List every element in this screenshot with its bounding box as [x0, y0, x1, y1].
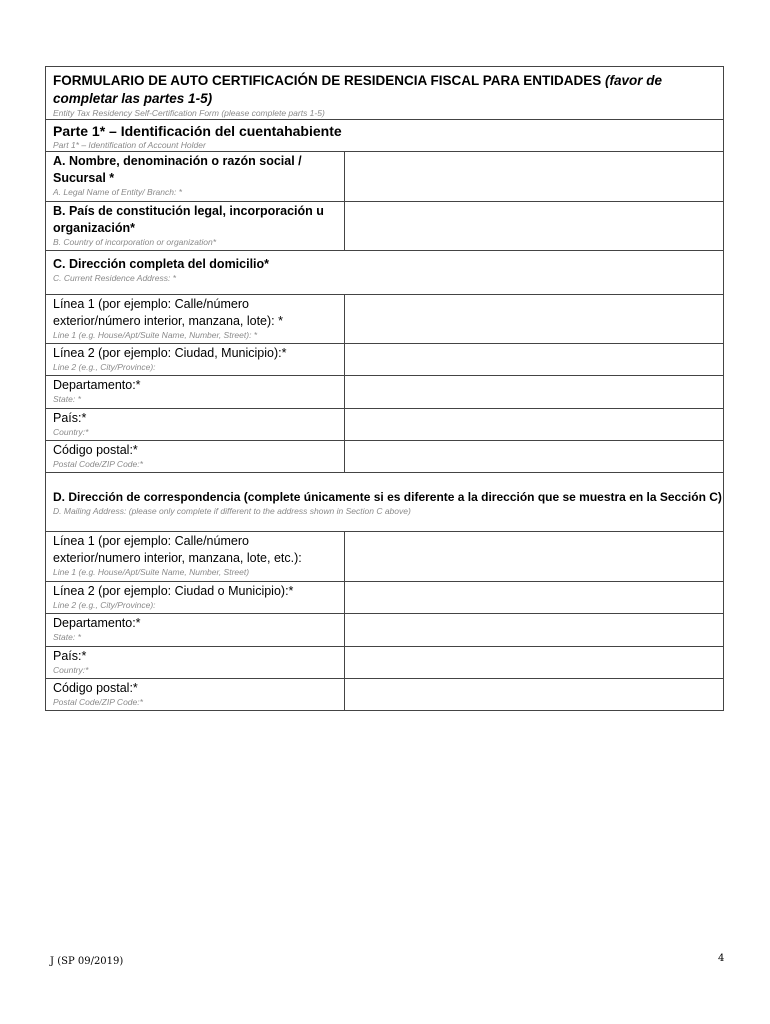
mailing-line1-label-cell [46, 532, 345, 581]
residence-address-header-row [46, 250, 723, 294]
residence-state-label-en: State: * [53, 394, 81, 404]
part1-title-es: Parte 1* – Identificación del cuentahabiente [53, 123, 342, 139]
residence-postal-label-en: Postal Code/ZIP Code:* [53, 459, 143, 469]
form-title [53, 69, 716, 108]
country-incorporation-label-es: B. País de constitución legal, incorporación u organización* [53, 204, 324, 235]
mailing-state-field[interactable] [345, 614, 723, 646]
form-title-en: Entity Tax Residency Self-Certification Form (please complete parts 1-5) [53, 108, 325, 118]
residence-line2-label-es: Línea 2 (por ejemplo: Ciudad, Municipio):* [53, 346, 287, 360]
footer-form-code: J (SP 09/2019) [50, 956, 124, 967]
mailing-address-header-row [46, 472, 723, 531]
mailing-country-row [46, 646, 723, 678]
part1-title-en: Part 1* – Identification of Account Holder [53, 140, 206, 150]
legal-name-label-cell [46, 152, 345, 201]
residence-address-title-es: C. Dirección completa del domicilio* [53, 257, 270, 271]
residence-state-row [46, 375, 723, 408]
residence-postal-row [46, 440, 723, 472]
mailing-line2-label-es: Línea 2 (por ejemplo: Ciudad o Municipio):* [53, 584, 294, 598]
mailing-line2-field[interactable] [345, 582, 723, 613]
residence-state-label-es: Departamento:* [53, 378, 141, 392]
mailing-line2-label-cell [46, 582, 345, 613]
mailing-line1-label-es: Línea 1 (por ejemplo: Calle/número exterior/numero interior, manzana, lote, etc.): [53, 534, 302, 565]
form-title-es: FORMULARIO DE AUTO CERTIFICACIÓN DE RESIDENCIA FISCAL PARA ENTIDADES [53, 73, 606, 88]
residence-country-row [46, 408, 723, 440]
residence-line2-label-en: Line 2 (e.g., City/Province): [53, 362, 156, 372]
tax-residency-form [45, 66, 724, 711]
mailing-state-label-en: State: * [53, 632, 81, 642]
mailing-state-row [46, 613, 723, 646]
mailing-line2-row [46, 581, 723, 613]
legal-name-field[interactable] [345, 152, 723, 201]
residence-address-header-cell [46, 251, 723, 294]
form-title-es-italic: (favor de completar las partes 1-5) [53, 73, 663, 106]
residence-line1-field[interactable] [345, 295, 723, 343]
mailing-state-label-cell [46, 614, 345, 646]
residence-address-title-en: C. Current Residence Address: * [53, 273, 176, 283]
form-title-row [46, 67, 723, 119]
mailing-country-field[interactable] [345, 647, 723, 678]
mailing-postal-field[interactable] [345, 679, 723, 710]
mailing-line1-row [46, 531, 723, 581]
residence-country-label-en: Country:* [53, 427, 89, 437]
residence-country-label-es: País:* [53, 411, 87, 425]
mailing-state-label-es: Departamento:* [53, 616, 141, 630]
part1-header-row [46, 119, 723, 151]
residence-postal-label-es: Código postal:* [53, 443, 138, 457]
residence-postal-label-cell [46, 441, 345, 472]
country-incorporation-field[interactable] [345, 202, 723, 250]
country-incorporation-label-cell [46, 202, 345, 250]
mailing-postal-row [46, 678, 723, 710]
mailing-country-label-es: País:* [53, 649, 87, 663]
residence-line1-label-es: Línea 1 (por ejemplo: Calle/número exterior/número interior, manzana, lote): * [53, 297, 283, 328]
mailing-address-header-cell [46, 473, 723, 531]
residence-postal-field[interactable] [345, 441, 723, 472]
part1-header-cell [46, 120, 723, 151]
mailing-line2-label-en: Line 2 (e.g., City/Province): [53, 600, 156, 610]
mailing-address-title-es: D. Dirección de correspondencia (complete únicamente si es diferente a la dirección que se muestra en la Sección C) [53, 490, 722, 504]
mailing-country-label-en: Country:* [53, 665, 89, 675]
residence-state-field[interactable] [345, 376, 723, 408]
mailing-postal-label-cell [46, 679, 345, 710]
legal-name-row [46, 151, 723, 201]
mailing-country-label-cell [46, 647, 345, 678]
residence-line2-label-cell [46, 344, 345, 375]
mailing-postal-label-en: Postal Code/ZIP Code:* [53, 697, 143, 707]
residence-line1-label-en: Line 1 (e.g. House/Apt/Suite Name, Number, Street): * [53, 330, 258, 340]
residence-line1-label-cell [46, 295, 345, 343]
mailing-postal-label-es: Código postal:* [53, 681, 138, 695]
country-incorporation-label-en: B. Country of incorporation or organization* [53, 237, 217, 247]
residence-state-label-cell [46, 376, 345, 408]
residence-country-field[interactable] [345, 409, 723, 440]
residence-line2-row [46, 343, 723, 375]
mailing-address-title-en: D. Mailing Address: (please only complete if different to the address shown in Section C above) [53, 506, 411, 516]
legal-name-label-en: A. Legal Name of Entity/ Branch: * [53, 187, 182, 197]
residence-country-label-cell [46, 409, 345, 440]
legal-name-label-es: A. Nombre, denominación o razón social / Sucursal * [53, 154, 302, 185]
country-incorporation-row [46, 201, 723, 250]
residence-line2-field[interactable] [345, 344, 723, 375]
mailing-line1-field[interactable] [345, 532, 723, 581]
residence-line1-row [46, 294, 723, 343]
mailing-line1-label-en: Line 1 (e.g. House/Apt/Suite Name, Number, Street) [53, 567, 250, 577]
form-title-cell [46, 67, 723, 119]
footer-page-number: 4 [718, 953, 725, 964]
